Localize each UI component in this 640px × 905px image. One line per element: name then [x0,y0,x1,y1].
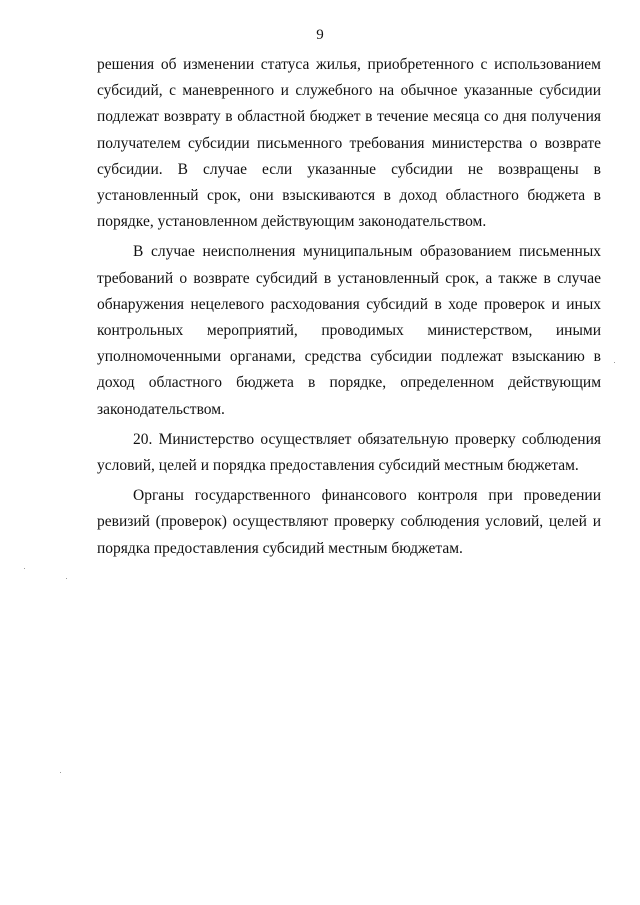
paragraph-item-20: 20. Министерство осуществляет обязательную проверку соблюдения условий, целей и порядка предоставления субсидий местным бюджетам. [97,430,601,475]
scan-speck [614,362,615,363]
paragraph-non-fulfillment: В случае неисполнения муниципальным образованием письменных требований о возврате субсидий в установленный срок, а также в случае обнаружения нецелевого расходования субсидий в ходе проверок и иных контрольных мероприятий, проводимых министерством, иными уполномоченными органами, средства субсидии подлежат взысканию в доход областного бюджета в порядке, определенном действующим законодательством. [97,243,601,418]
page-number: 9 [316,27,324,43]
scan-speck [60,772,61,773]
paragraph-financial-control: Органы государственного финансового контроля при проведении ревизий (проверок) осуществляют проверку соблюдения условий, целей и порядка предоставления субсидий местным бюджетам. [97,487,601,557]
scan-speck [24,568,25,569]
scan-speck [66,578,67,579]
body-text [97,52,601,566]
paragraph-continuation: решения об изменении статуса жилья, приобретенного с использованием субсидий, с маневренного и служебного на обычное указанные субсидии подлежат возврату в областной бюджет в течение месяца со дня получения получателем субсидии письменного требования министерства о возврате субсидии. В случае если указанные субсидии не возвращены в установленный срок, они взыскиваются в доход областного бюджета в порядке, установленном действующим законодательством. [97,56,601,231]
